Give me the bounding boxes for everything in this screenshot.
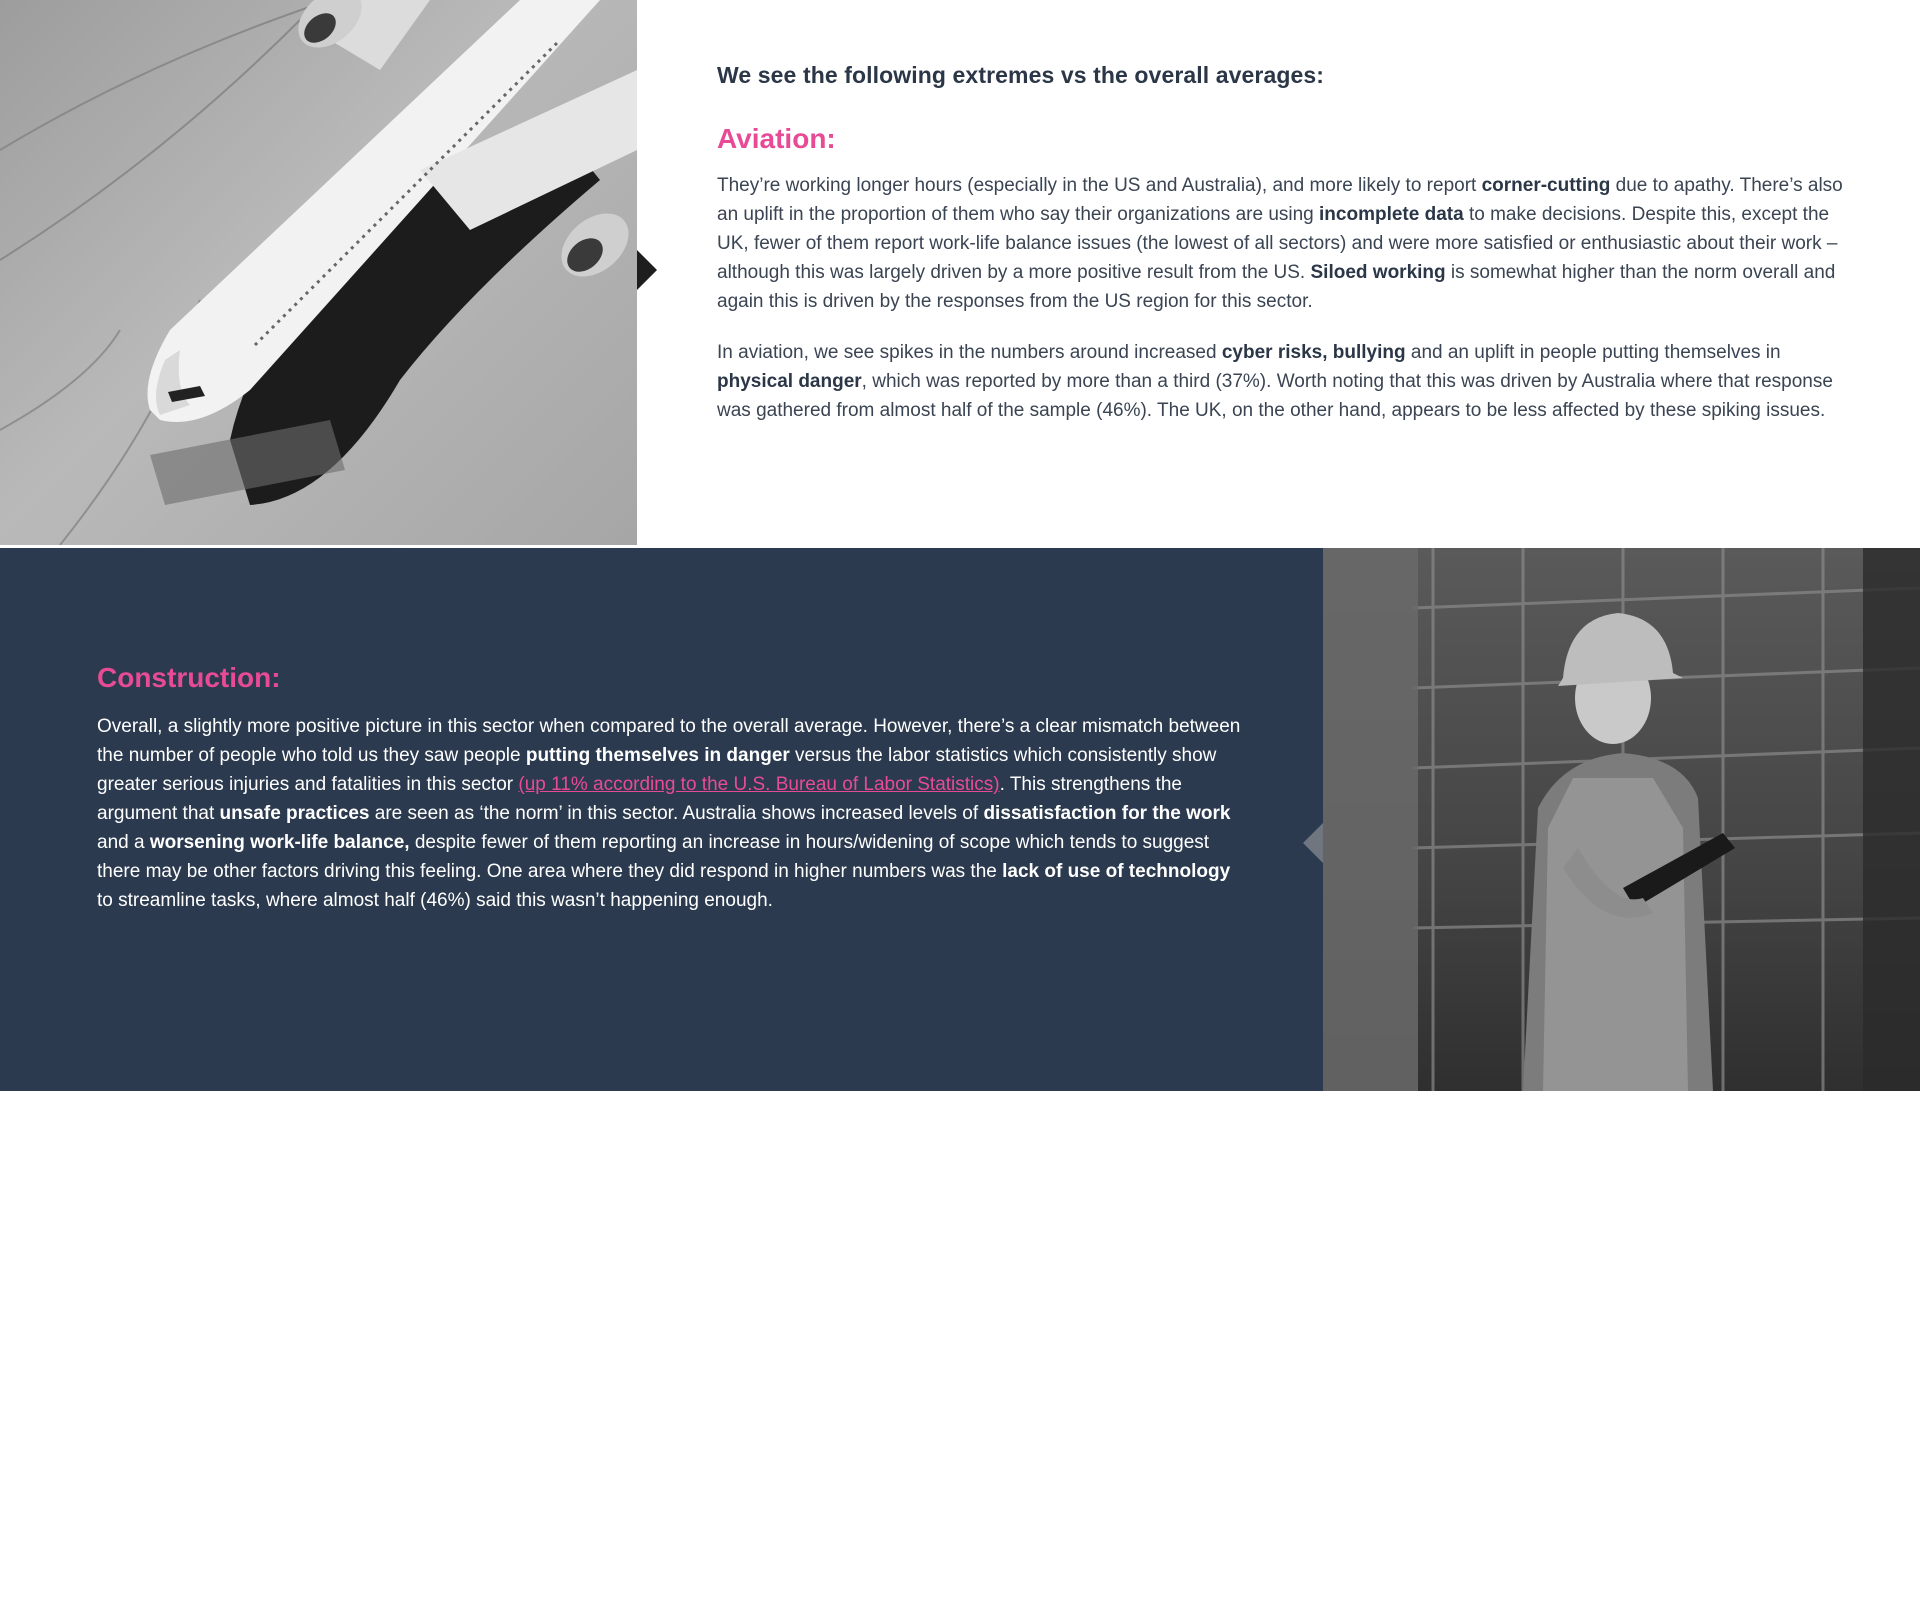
construction-text-block <box>97 662 1247 937</box>
construction-section <box>0 548 1920 1595</box>
pointer-notch-left <box>1303 823 1323 863</box>
page-footer <box>1573 1570 1847 1600</box>
aviation-title: Aviation: <box>717 123 836 154</box>
airplane-illustration <box>0 0 637 545</box>
bls-source-link[interactable]: (up 11% according to the U.S. Bureau of Labor Statistics) <box>518 774 1000 795</box>
pointer-notch <box>637 250 657 290</box>
airplane-photo <box>0 0 637 545</box>
page-number: 31 <box>1825 1574 1847 1595</box>
footer-report-label: Ideagen report: Resilience nation <box>1573 1576 1801 1594</box>
aviation-section <box>0 0 1920 548</box>
intro-heading: We see the following extremes vs the overall averages: <box>717 62 1325 88</box>
construction-worker-photo <box>1323 548 1920 1091</box>
aviation-paragraph-1: They’re working longer hours (especially in the US and Australia), and more likely to report corner-cutting due to apathy. There’s also an uplift in the proportion of them who say their organizations are using incomplete data to make decisions. Despite this, except the UK, fewer of them report work-life balance issues (the lowest of all sectors) and were more satisfied or enthusiastic about their work – although this was largely driven by a more positive result from the US. Siloed working is somewhat higher than the norm overall and again this is driven by the responses from the US region for this sector. <box>717 175 1843 312</box>
aviation-paragraph-2: In aviation, we see spikes in the numbers around increased cyber risks, bullying and an uplift in people putting themselves in physical danger, which was reported by more than a third (37%). Worth noting that this was driven by Australia where that response was gathered from almost half of the sample (46%). The UK, on the other hand, appears to be less affected by these spiking issues. <box>717 342 1833 421</box>
footer-divider <box>1813 1571 1814 1599</box>
construction-illustration <box>1323 548 1920 1091</box>
construction-title: Construction: <box>97 662 281 693</box>
aviation-text-block <box>717 62 1847 447</box>
construction-paragraph: Overall, a slightly more positive picture in this sector when compared to the overall average. However, there’s a clear mismatch between the number of people who told us they saw people putting themselves in danger versus the labor statistics which consistently show greater serious injuries and fatalities in this sector (up 11% according to the U.S. Bureau of Labor Statistics). This strengthens the argument that unsafe practices are seen as ‘the norm’ in this sector. Australia shows increased levels of dissatisfaction for the work and a worsening work-life balance, despite fewer of them reporting an increase in hours/widening of scope which tends to suggest there may be other factors driving this feeling. One area where they did respond in higher numbers was the lack of use of technology to streamline tasks, where almost half (46%) said this wasn’t happening enough. <box>97 716 1241 911</box>
